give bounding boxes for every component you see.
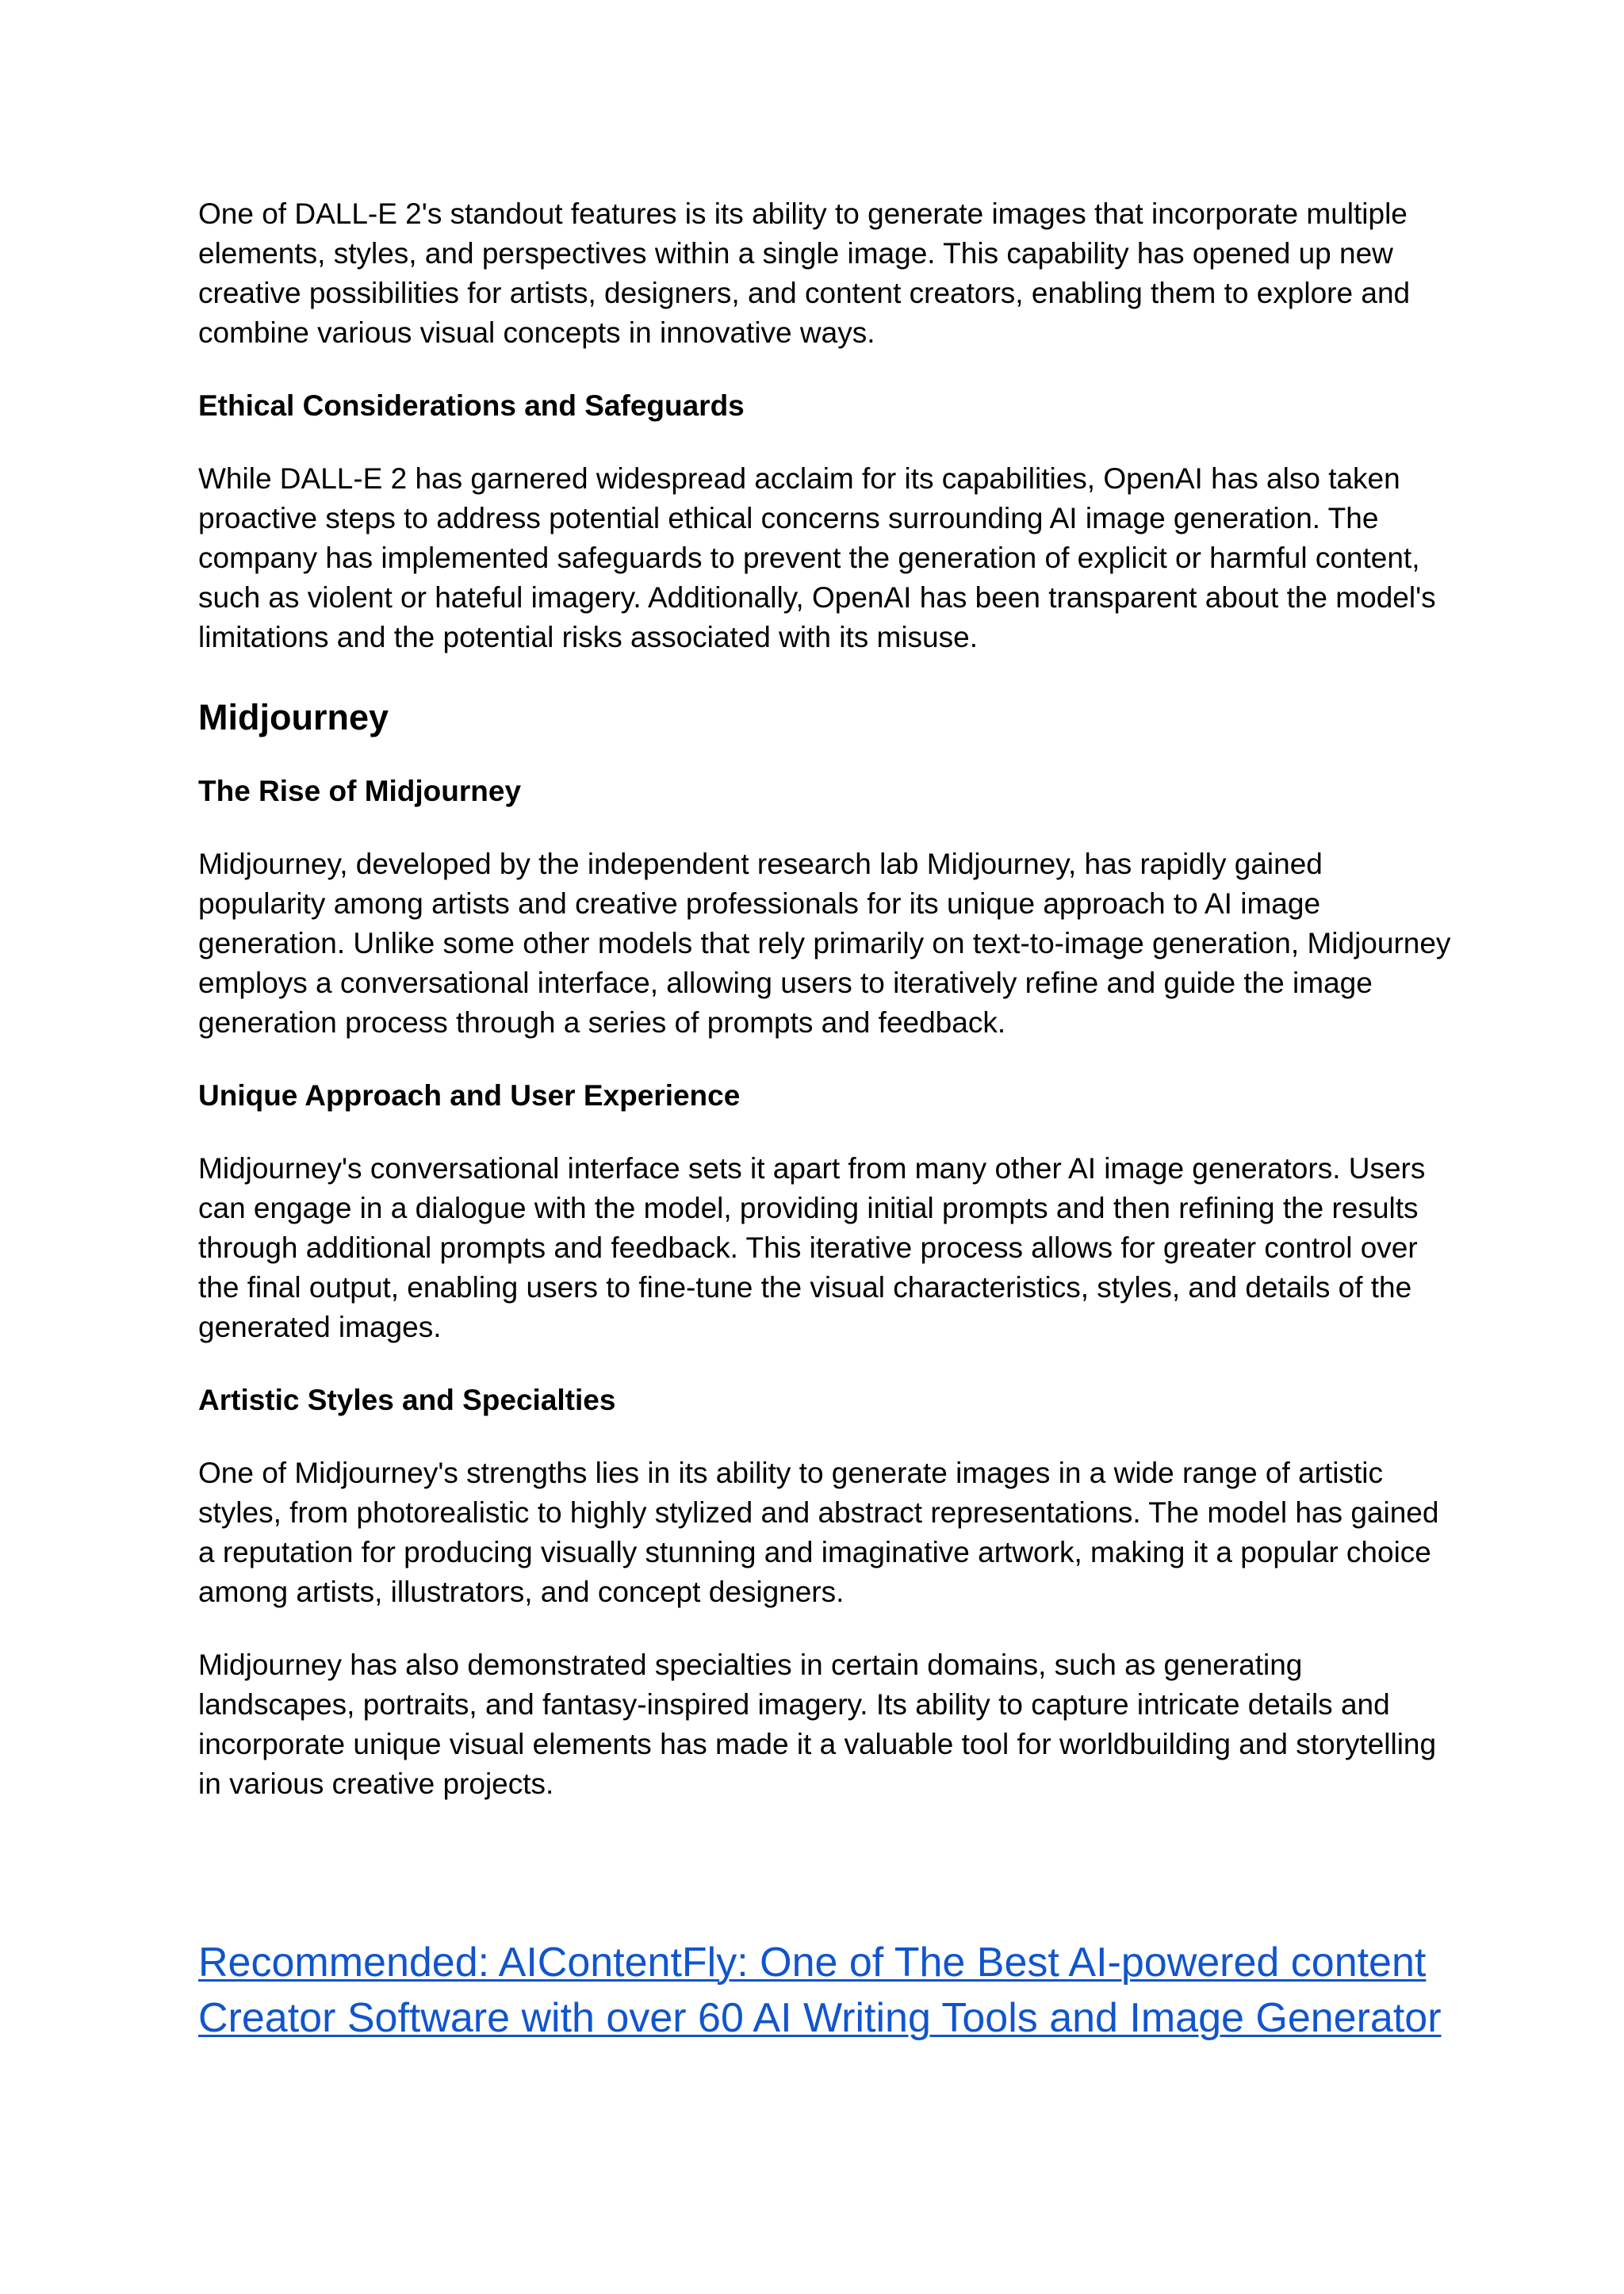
styles-paragraph-1: One of Midjourney's strengths lies in its ability to generate images in a wide range of artistic styles, from photorealistic to highly stylized and abstract representations. The model has gained a reputation for producing visually stunning and imaginative artwork, making it a popular choice among artists, illustrators, and concept designers. xyxy=(198,1457,1439,1608)
midjourney-title: Midjourney xyxy=(198,697,389,737)
styles-paragraph-2: Midjourney has also demonstrated specialties in certain domains, such as generating landscapes, portraits, and fantasy-inspired imagery. Its ability to capture intricate details and incorporate unique visual elements has made it a valuable tool for worldbuilding and storytelling in various creative projects. xyxy=(198,1649,1437,1800)
ethics-paragraph: While DALL-E 2 has garnered widespread acclaim for its capabilities, OpenAI has also taken proactive steps to address potential ethical concerns surrounding AI image generation. The company has implemented safeguards to prevent the generation of explicit or harmful content, such as violent or hateful imagery. Additionally, OpenAI has been transparent about the model's limitations and the potential risks associated with its misuse. xyxy=(198,462,1436,653)
rise-paragraph: Midjourney, developed by the independent research lab Midjourney, has rapidly gained popularity among artists and creative professionals for its unique approach to AI image generation. Unlike some other models that rely primarily on text-to-image generation, Midjourney employs a conversational interface, allowing users to iteratively refine and guide the image generation process through a series of prompts and feedback. xyxy=(198,848,1451,1039)
recommended-link[interactable]: Recommended: AIContentFly: One of The Best AI-powered content Creator Software with over 60 AI Writing Tools and Image Generator xyxy=(198,1940,1442,2041)
intro-paragraph: One of DALL-E 2's standout features is its ability to generate images that incorporate multiple elements, styles, and perspectives within a single image. This capability has opened up new creative possibilities for artists, designers, and content creators, enabling them to explore and combine various visual concepts in innovative ways. xyxy=(198,197,1411,349)
document-body xyxy=(198,194,1451,1804)
approach-paragraph: Midjourney's conversational interface sets it apart from many other AI image generators. Users can engage in a dialogue with the model, providing initial prompts and then refining the results through additional prompts and feedback. This iterative process allows for greater control over the final output, enabling users to fine-tune the visual characteristics, styles, and details of the generated images. xyxy=(198,1152,1426,1343)
approach-heading: Unique Approach and User Experience xyxy=(198,1079,741,1112)
rise-heading: The Rise of Midjourney xyxy=(198,775,522,807)
ethics-heading: Ethical Considerations and Safeguards xyxy=(198,389,745,422)
recommended-link-block xyxy=(198,1935,1467,2046)
styles-heading: Artistic Styles and Specialties xyxy=(198,1384,616,1416)
